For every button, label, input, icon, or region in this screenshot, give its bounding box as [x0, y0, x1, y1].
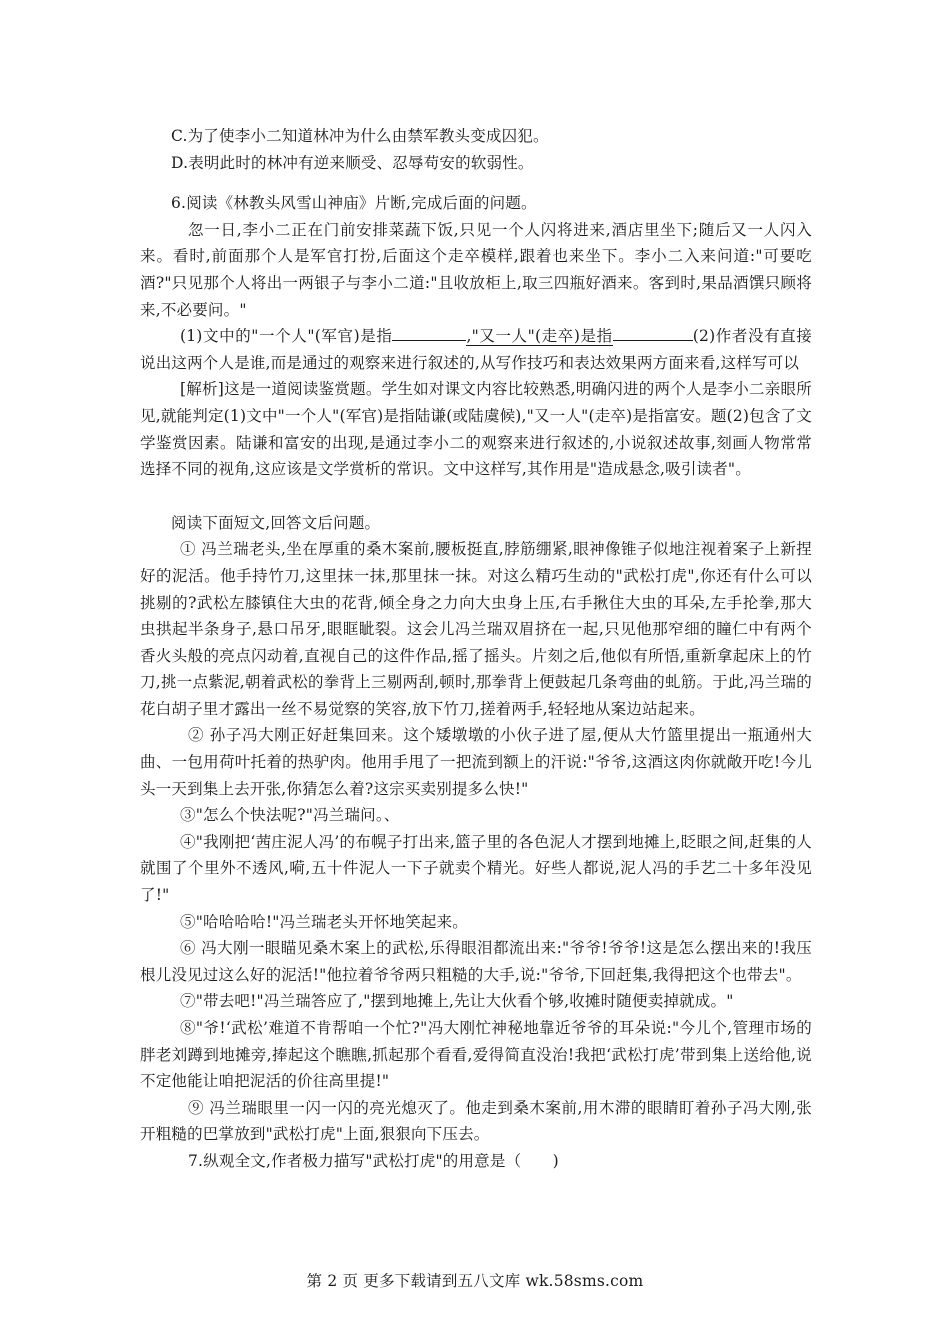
reading-paragraph-7: ⑦"带去吧!"冯兰瑞答应了,"摆到地摊上,先让大伙看个够,收摊时随便卖掉就成。": [180, 992, 734, 1011]
option-d: D.表明此时的林冲有逆来顺受、忍辱苟安的软弱性。: [171, 153, 534, 172]
question-7: 7.纵观全文,作者极力描写"武松打虎"的用意是（ ): [188, 1151, 559, 1170]
answer-blank-2[interactable]: [613, 326, 693, 341]
reading-paragraph-1: ① 冯兰瑞老头,坐在厚重的桑木案前,腰板挺直,脖筋绷紧,眼神像锥子似地注视着案子上新捏好的泥活。他手持竹刀,这里抹一抹,那里抹一抹。对这么精巧生动的"武松打虎",你还有什么可以挑剔的?武松左膝镇住大虫的花背,倾全身之力向大虫身上压,右手揪住大虫的耳朵,左手抡拳,那大虫拱起半条身子,悬口吊牙,眼眶眦裂。这会儿冯兰瑞双眉挤在一起,只见他那窄细的瞳仁中有两个香火头般的亮点闪动着,直视自己的这件作品,摇了摇头。片刻之后,他似有所悟,重新拿起床上的竹刀,挑一点紫泥,朝着武松的拳背上三剔两刮,顿时,那拳背上便鼓起几条弯曲的虬筋。于此,冯兰瑞的花白胡子里才露出一丝不易觉察的笑容,放下竹刀,搓着两手,轻轻地从案边站起来。: [140, 540, 812, 718]
question-6-heading: 6.阅读《林教头风雪山神庙》片断,完成后面的问题。: [171, 194, 537, 213]
reading-paragraph-5: ⑤"哈哈哈哈!"冯兰瑞老头开怀地笑起来。: [180, 912, 468, 931]
reading-paragraph-9: ⑨ 冯兰瑞眼里一闪一闪的亮光熄灭了。他走到桑木案前,用木滞的眼睛盯着孙子冯大刚,张开粗糙的巴掌放到"武松打虎"上面,狠狠向下压去。: [140, 1098, 812, 1144]
reading-paragraph-3: ③"怎么个快法呢?"冯兰瑞问。、: [180, 806, 400, 825]
reading-paragraph-2: ② 孙子冯大刚正好赶集回来。这个矮墩墩的小伙子进了屋,便从大竹篮里提出一瓶通州大曲、一包用荷叶托着的热驴肉。他用手甩了一把流到额上的汗说:"爷爷,这酒这肉你就敞开吃!今儿头一天到集上去开张,你猜怎么着?这宗买卖别提多么快!": [140, 726, 812, 798]
question-6-passage: 忽一日,李小二正在门前安排菜蔬下饭,只见一个人闪将进来,酒店里坐下;随后又一人闪入来。看时,前面那个人是军官打扮,后面这个走卒模样,跟着也来坐下。李小二入来问道:"可要吃酒?"只见那个人将出一两银子与李小二道:"且收放柜上,取三四瓶好酒来。客到时,果品酒馔只顾将来,不必要问。": [140, 220, 812, 319]
question-6-subquestions: [140, 323, 812, 376]
answer-blank-1[interactable]: [392, 326, 466, 341]
subquestion-1-part-b: ,"又一人"(走卒)是指: [466, 327, 613, 346]
reading-paragraph-4: ④"我刚把‘茜庄泥人冯’的布幌子打出来,篮子里的各色泥人才摆到地摊上,眨眼之间,赶集的人就围了个里外不透风,嗬,五十件泥人一下子就卖个精光。好些人都说,泥人冯的手艺二十多年没见了!": [140, 832, 812, 905]
option-c: C.为了使李小二知道林冲为什么由禁军教头变成囚犯。: [171, 127, 549, 145]
reading-intro: 阅读下面短文,回答文后问题。: [171, 513, 381, 532]
subquestion-1-part-a: (1)文中的"一个人"(军官)是指: [180, 327, 393, 346]
question-6-analysis: [解析]这是一道阅读鉴赏题。学生如对课文内容比较熟悉,明确闪进的两个人是李小二亲眼所见,就能判定(1)文中"一个人"(军官)是指陆谦(或陆虞候),"又一人"(走卒)是指富安。题(2)包含了文学鉴赏因素。陆谦和富安的出现,是通过李小二的观察来进行叙述的,小说叙述故事,刻画人物常常选择不同的视角,这应该是文学赏析的常识。文中这样写,其作用是"造成悬念,吸引读者"。: [140, 380, 812, 479]
reading-paragraph-6: ⑥ 冯大刚一眼瞄见桑木案上的武松,乐得眼泪都流出来:"爷爷!爷爷!这是怎么摆出来的!我压根儿没见过这么好的泥活!"他拉着爷爷两只粗糙的大手,说:"爷爷,下回赶集,我得把这个也带去"。: [140, 939, 812, 984]
page-content: [140, 123, 812, 1175]
page-footer: 第 2 页 更多下载请到五八文库 wk.58sms.com: [306, 1272, 644, 1290]
subquestion-2: (2)作者没有直接说出这两个人是谁,而是通过的观察来进行叙述的,从写作技巧和表达效果两方面来看,这样写可以: [140, 327, 812, 372]
reading-paragraph-8: ⑧"爷!‘武松’难道不肯帮咱一个忙?"冯大刚忙神秘地靠近爷爷的耳朵说:"今儿个,管理市场的胖老刘蹲到地摊旁,捧起这个瞧瞧,抓起那个看看,爱得简直没治!我把‘武松打虎’带到集上送给他,说不定他能让咱把泥活的价往高里提!": [140, 1019, 812, 1091]
